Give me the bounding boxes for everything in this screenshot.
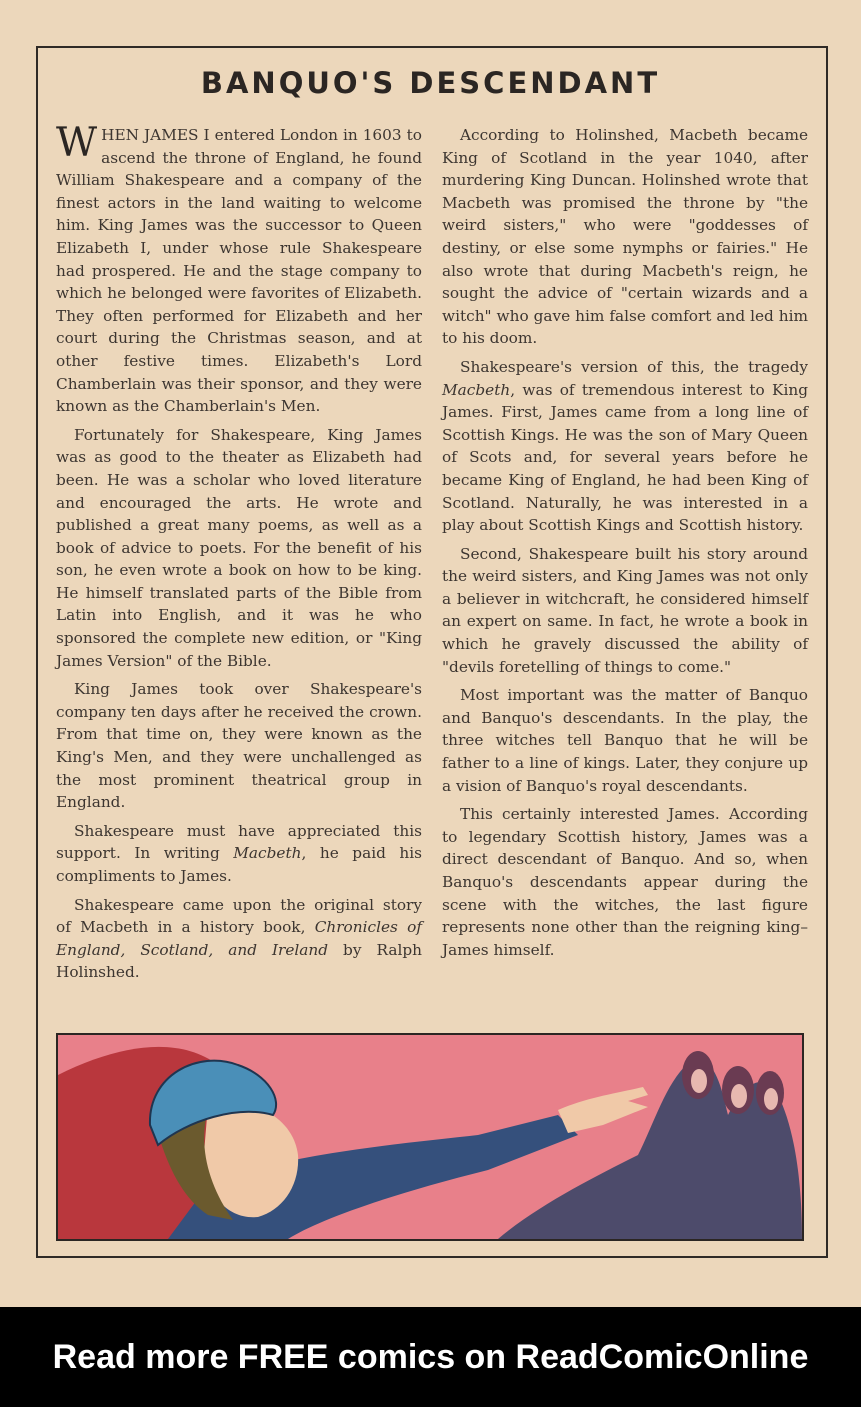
paragraph: Shakespeare must have appreciated this support. In writing Macbeth, he paid his compliments to James. <box>56 821 422 885</box>
paragraph: WHEN JAMES I entered London in 1603 to ascend the throne of England, he found William Shakespeare and a company of the finest actors in the land waiting to welcome him. King James was the successor to Queen Elizabeth I, under whose rule Shakespeare had prospered. He and the stage company to which he belonged were favorites of Elizabeth. They often performed for Elizabeth and her court during the Christmas season, and at other festive times. Elizabeth's Lord Chamberlain was their sponsor, and they were known as the Chamberlain's Men. <box>56 120 422 416</box>
promo-banner[interactable]: Read more FREE comics on ReadComicOnline <box>0 1307 861 1407</box>
paragraph: Most important was the matter of Banquo and Banquo's descendants. In the play, the three witches tell Banquo that he will be father to a line of kings. Later, they conjure up a vision of Banquo's royal descendants. <box>442 686 808 795</box>
paragraph: Shakespeare's version of this, the tragedy Macbeth, was of tremendous interest to King James. First, James came from a long line of Scottish Kings. He was the son of Mary Queen of Scots and, for several years before he became King of England, he had been King of Scotland. Naturally, he was interested in a play about Scottish Kings and Scottish history. <box>442 357 808 535</box>
paragraph: Shakespeare came upon the original story of Macbeth in a history book, Chronicles of England, Scotland, and Ireland by Ralph Holinshed. <box>56 895 423 982</box>
witch-face <box>691 1069 707 1093</box>
paragraph: Second, Shakespeare built his story around the weird sisters, and King James was not only a believer in witchcraft, he considered himself an expert on same. In fact, he wrote a book in which he gravely discussed the ability of "devils foretelling of things to come." <box>442 544 808 676</box>
illustration-king-and-witches <box>58 1035 802 1239</box>
article-title: BANQUO'S DESCENDANT <box>200 66 661 100</box>
illustration-panel <box>56 1033 804 1241</box>
right-column <box>442 124 808 967</box>
drop-cap: W <box>56 120 98 166</box>
paragraph: According to Holinshed, Macbeth became King of Scotland in the year 1040, after murdering King Duncan. Holinshed wrote that Macbeth was promised the throne by "the weird sisters," who were "goddesses of destiny, or else some nymphs or fairies." He also wrote that during Macbeth's reign, he sought the advice of "certain wizards and a witch" who gave him false comfort and led him to his doom. <box>442 126 808 348</box>
paragraph: King James took over Shakespeare's company ten days after he received the crown. From that time on, they were known as the King's Men, and they were unchallenged as the most prominent theatrical group in England. <box>56 680 422 812</box>
witch-face <box>731 1084 747 1108</box>
paragraph: This certainly interested James. According to legendary Scottish history, James was a direct descendant of Banquo. And so, when Banquo's descendants appear during the scene with the witches, the last figure represents none other than the reigning king–James himself. <box>442 805 808 959</box>
left-column <box>56 120 423 990</box>
witch-face <box>764 1088 778 1110</box>
paragraph: Fortunately for Shakespeare, King James was as good to the theater as Elizabeth had been. He was a scholar who loved literature and encouraged the arts. He wrote and published a great many poems, as well as a book of advice to poets. For the benefit of his son, he even wrote a book on how to be king. He himself translated parts of the Bible from Latin into English, and it was he who sponsored the complete new edition, or "King James Version" of the Bible. <box>56 425 422 670</box>
